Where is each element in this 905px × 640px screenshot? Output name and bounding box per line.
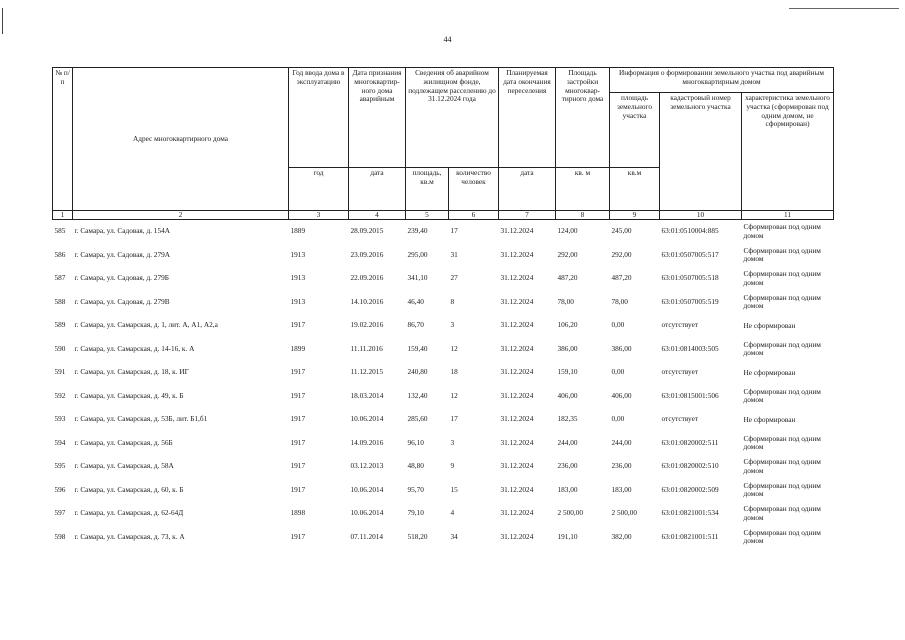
row-building-area: 386,00 — [557, 343, 578, 353]
row-people: 31 — [450, 249, 458, 259]
row-year: 1917 — [290, 484, 306, 494]
row-planned-date: 31.12.2024 — [500, 296, 534, 306]
row-area: 46,40 — [407, 296, 424, 306]
emergency-housing-table — [52, 67, 834, 549]
row-land-status: Сформирован под одним домом — [743, 269, 821, 287]
row-number: 587 — [54, 273, 66, 283]
table-row — [53, 220, 834, 244]
header-housing-info: Сведения об аварийном жилищном фонде, подлежащем расселению до 31.12.2024 года — [406, 68, 499, 168]
scan-edge-mark — [2, 8, 3, 34]
row-address: г. Самара, ул. Самарская, д. 53Б, лит. Б1,б1 — [74, 414, 208, 424]
row-year: 1917 — [290, 461, 306, 471]
row-land-area: 78,00 — [611, 296, 628, 306]
row-land-area: 183,00 — [611, 484, 632, 494]
row-address: г. Самара, ул. Садовая, д. 279Б — [74, 273, 169, 283]
row-people: 9 — [450, 461, 455, 471]
row-area: 159,40 — [407, 343, 428, 353]
row-number: 594 — [54, 437, 66, 447]
column-number-row — [53, 211, 834, 220]
row-cadastral: отсутствует — [661, 320, 699, 330]
column-number: 8 — [556, 211, 610, 220]
row-land-status: Сформирован под одним домом — [743, 433, 821, 452]
table-row — [53, 314, 834, 338]
header-cadastral: кадастровый номер земельного участка — [660, 93, 742, 211]
row-cadastral: 63:01:0821001:534 — [661, 508, 719, 518]
row-planned-date: 31.12.2024 — [500, 461, 534, 471]
row-number: 591 — [54, 367, 66, 377]
table-row — [53, 291, 834, 315]
row-area: 240,80 — [407, 367, 428, 377]
column-number: 4 — [349, 211, 406, 220]
table-row — [53, 361, 834, 385]
row-year: 1913 — [290, 249, 306, 259]
row-address: г. Самара, ул. Самарская, д. 1, лит. А, А1, А2,а — [74, 320, 218, 330]
row-people: 3 — [450, 437, 455, 447]
row-area: 96,10 — [407, 437, 424, 447]
row-people: 17 — [450, 226, 458, 236]
row-building-area: 487,20 — [557, 273, 578, 283]
row-emergency-date: 23.09.2016 — [350, 249, 384, 259]
header-address: Адрес многоквартирного дома — [73, 68, 289, 211]
row-emergency-date: 10.06.2014 — [350, 508, 384, 518]
row-emergency-date: 11.12.2015 — [350, 367, 384, 377]
row-area: 341,10 — [407, 273, 428, 283]
row-number: 586 — [54, 249, 66, 259]
row-people: 12 — [450, 390, 458, 400]
row-planned-date: 31.12.2024 — [500, 343, 534, 353]
row-building-area: 106,20 — [557, 320, 578, 330]
row-planned-date: 31.12.2024 — [500, 508, 534, 518]
row-number: 590 — [54, 343, 66, 353]
unit-people: количество человек — [449, 168, 499, 211]
row-land-status: Не сформирован — [743, 320, 796, 330]
row-cadastral: 63:01:0820002:511 — [661, 437, 719, 447]
row-land-status: Сформирован под одним домом — [743, 527, 821, 546]
row-planned-date: 31.12.2024 — [500, 484, 534, 494]
row-land-area: 245,00 — [611, 226, 632, 236]
row-land-status: Не сформирован — [743, 414, 796, 424]
row-address: г. Самара, ул. Садовая, д. 279В — [74, 296, 170, 306]
row-building-area: 78,00 — [557, 296, 574, 306]
row-number: 593 — [54, 414, 66, 424]
row-land-area: 292,00 — [611, 249, 632, 259]
row-number: 585 — [54, 226, 66, 236]
row-emergency-date: 14.10.2016 — [350, 296, 384, 306]
row-area: 86,70 — [407, 320, 424, 330]
row-cadastral: отсутствует — [661, 367, 699, 377]
table-row — [53, 338, 834, 362]
row-address: г. Самара, ул. Самарская, д. 14-16, к. А — [74, 343, 195, 353]
row-planned-date: 31.12.2024 — [500, 226, 534, 236]
row-planned-date: 31.12.2024 — [500, 320, 534, 330]
row-people: 3 — [450, 320, 455, 330]
row-area: 295,00 — [407, 249, 428, 259]
table-row — [53, 526, 834, 550]
row-building-area: 244,00 — [557, 437, 578, 447]
row-emergency-date: 10.06.2014 — [350, 414, 384, 424]
row-cadastral: отсутствует — [661, 414, 699, 424]
row-year: 1917 — [290, 367, 306, 377]
row-building-area: 182,35 — [557, 414, 578, 424]
row-planned-date: 31.12.2024 — [500, 414, 534, 424]
column-number: 2 — [73, 211, 289, 220]
unit-land-area: кв.м — [610, 168, 660, 211]
row-people: 4 — [450, 508, 455, 518]
column-number: 7 — [499, 211, 556, 220]
row-cadastral: 63:01:0507005:517 — [661, 249, 719, 259]
row-building-area: 292,00 — [557, 249, 578, 259]
table-row — [53, 408, 834, 432]
row-land-area: 0,00 — [611, 367, 625, 377]
header-num: № п/п — [53, 68, 73, 211]
unit-planned-date: дата — [499, 168, 556, 211]
row-people: 27 — [450, 273, 458, 283]
row-area: 132,40 — [407, 390, 428, 400]
row-land-area: 406,00 — [611, 390, 632, 400]
row-people: 15 — [450, 484, 458, 494]
row-land-status: Сформирован под одним домом — [743, 339, 821, 358]
row-land-status: Сформирован под одним домом — [743, 504, 821, 522]
row-cadastral: 63:01:0820002:509 — [661, 484, 719, 494]
row-planned-date: 31.12.2024 — [500, 390, 534, 400]
row-land-status: Сформирован под одним домом — [743, 386, 821, 405]
row-address: г. Самара, ул. Садовая, д. 279А — [74, 249, 171, 259]
header-land-characteristic: характеристика земельного участка (сформирован под одним домом, не сформирован) — [742, 93, 834, 211]
row-cadastral: 63:01:0820002:510 — [661, 461, 719, 471]
row-land-status: Сформирован под одним домом — [743, 457, 821, 475]
header-planned-end: Планируемая дата окончания переселения — [499, 68, 556, 168]
row-area: 48,80 — [407, 461, 424, 471]
row-land-area: 487,20 — [611, 273, 632, 283]
row-area: 95,70 — [407, 484, 424, 494]
row-people: 18 — [450, 367, 458, 377]
row-building-area: 2 500,00 — [557, 508, 584, 518]
row-people: 17 — [450, 414, 458, 424]
row-year: 1917 — [290, 390, 306, 400]
row-land-area: 2 500,00 — [611, 508, 638, 518]
row-emergency-date: 19.02.2016 — [350, 320, 384, 330]
table-row — [53, 479, 834, 503]
column-number: 11 — [742, 211, 834, 220]
row-emergency-date: 07.11.2014 — [350, 531, 384, 541]
table-row — [53, 432, 834, 456]
row-planned-date: 31.12.2024 — [500, 367, 534, 377]
column-number: 9 — [610, 211, 660, 220]
table-row — [53, 267, 834, 291]
row-number: 588 — [54, 296, 66, 306]
row-number: 592 — [54, 390, 66, 400]
row-number: 596 — [54, 484, 66, 494]
table-row — [53, 502, 834, 526]
row-year: 1913 — [290, 273, 306, 283]
unit-date: дата — [349, 168, 406, 211]
row-cadastral: 63:01:0507005:519 — [661, 296, 719, 306]
row-area: 285,60 — [407, 414, 428, 424]
row-building-area: 191,10 — [557, 531, 578, 541]
row-land-status: Сформирован под одним домом — [743, 245, 821, 264]
row-land-status: Не сформирован — [743, 367, 796, 377]
row-cadastral: 63:01:0507005:518 — [661, 273, 719, 283]
row-year: 1913 — [290, 296, 306, 306]
row-number: 598 — [54, 531, 66, 541]
row-emergency-date: 03.12.2013 — [350, 461, 384, 471]
row-address: г. Самара, ул. Садовая, д. 154А — [74, 226, 171, 236]
row-planned-date: 31.12.2024 — [500, 531, 534, 541]
row-planned-date: 31.12.2024 — [500, 437, 534, 447]
row-emergency-date: 11.11.2016 — [350, 343, 383, 353]
row-land-area: 386,00 — [611, 343, 632, 353]
column-number: 3 — [289, 211, 349, 220]
row-land-area: 244,00 — [611, 437, 632, 447]
row-address: г. Самара, ул. Самарская, д. 18, к. ИГ — [74, 367, 189, 377]
header-land-info: Информация о формировании земельного участка под аварийным многоквартирным домом — [610, 68, 834, 93]
header-building-area: Площадь застройки многоквар- тирного дома — [556, 68, 610, 168]
column-number: 10 — [660, 211, 742, 220]
row-year: 1917 — [290, 414, 306, 424]
row-year: 1917 — [290, 437, 306, 447]
row-land-area: 0,00 — [611, 320, 625, 330]
header-year-in-service: Год ввода дома в эксплуатацию — [289, 68, 349, 168]
row-area: 518,20 — [407, 531, 428, 541]
row-year: 1899 — [290, 343, 306, 353]
header-land-area: площадь земельного участка — [610, 93, 660, 168]
row-building-area: 183,00 — [557, 484, 578, 494]
row-number: 595 — [54, 461, 66, 471]
unit-area: площадь, кв.м — [406, 168, 449, 211]
row-land-area: 236,00 — [611, 461, 632, 471]
row-building-area: 159,10 — [557, 367, 578, 377]
header-emergency-date: Дата признания многоквартир- ного дома аварийным — [349, 68, 406, 168]
table-body — [53, 220, 834, 550]
column-number: 6 — [449, 211, 499, 220]
row-address: г. Самара, ул. Самарская, д. 49, к. Б — [74, 390, 184, 400]
table-row — [53, 455, 834, 479]
row-emergency-date: 10.06.2014 — [350, 484, 384, 494]
row-year: 1917 — [290, 531, 306, 541]
row-land-status: Сформирован под одним домом — [743, 292, 821, 311]
row-year: 1898 — [290, 508, 306, 518]
row-number: 589 — [54, 320, 66, 330]
header-row-1 — [53, 68, 834, 93]
table-row — [53, 385, 834, 409]
corner-rule — [789, 8, 899, 9]
row-year: 1917 — [290, 320, 306, 330]
row-cadastral: 63:01:0815001:506 — [661, 390, 719, 400]
row-emergency-date: 28.09.2015 — [350, 226, 384, 236]
row-address: г. Самара, ул. Самарская, д. 73, к. А — [74, 531, 185, 541]
row-cadastral: 63:01:0510004:885 — [661, 226, 719, 236]
row-building-area: 124,00 — [557, 226, 578, 236]
row-emergency-date: 18.03.2014 — [350, 390, 384, 400]
row-land-status: Сформирован под одним домом — [743, 480, 821, 499]
unit-year: год — [289, 168, 349, 211]
row-emergency-date: 22.09.2016 — [350, 273, 384, 283]
row-address: г. Самара, ул. Самарская, д. 56Б — [74, 437, 173, 447]
row-area: 79,10 — [407, 508, 424, 518]
row-building-area: 236,00 — [557, 461, 578, 471]
row-people: 34 — [450, 531, 458, 541]
column-number: 5 — [406, 211, 449, 220]
row-cadastral: 63:01:0821001:511 — [661, 531, 719, 541]
row-planned-date: 31.12.2024 — [500, 273, 534, 283]
row-address: г. Самара, ул. Самарская, д. 62-64Д — [74, 508, 184, 518]
table-row — [53, 244, 834, 268]
row-land-status: Сформирован под одним домом — [743, 222, 821, 240]
unit-building-area: кв. м — [556, 168, 610, 211]
row-emergency-date: 14.09.2016 — [350, 437, 384, 447]
row-building-area: 406,00 — [557, 390, 578, 400]
row-people: 12 — [450, 343, 458, 353]
row-land-area: 0,00 — [611, 414, 625, 424]
page-number: 44 — [443, 35, 452, 44]
row-cadastral: 63:01:0814003:505 — [661, 343, 719, 353]
row-address: г. Самара, ул. Самарская, д. 58А — [74, 461, 174, 471]
row-planned-date: 31.12.2024 — [500, 249, 534, 259]
row-land-area: 382,00 — [611, 531, 632, 541]
row-address: г. Самара, ул. Самарская, д. 60, к. Б — [74, 484, 184, 494]
row-number: 597 — [54, 508, 66, 518]
row-people: 8 — [450, 296, 455, 306]
column-number: 1 — [53, 211, 73, 220]
row-year: 1889 — [290, 226, 306, 236]
row-area: 239,40 — [407, 226, 428, 236]
